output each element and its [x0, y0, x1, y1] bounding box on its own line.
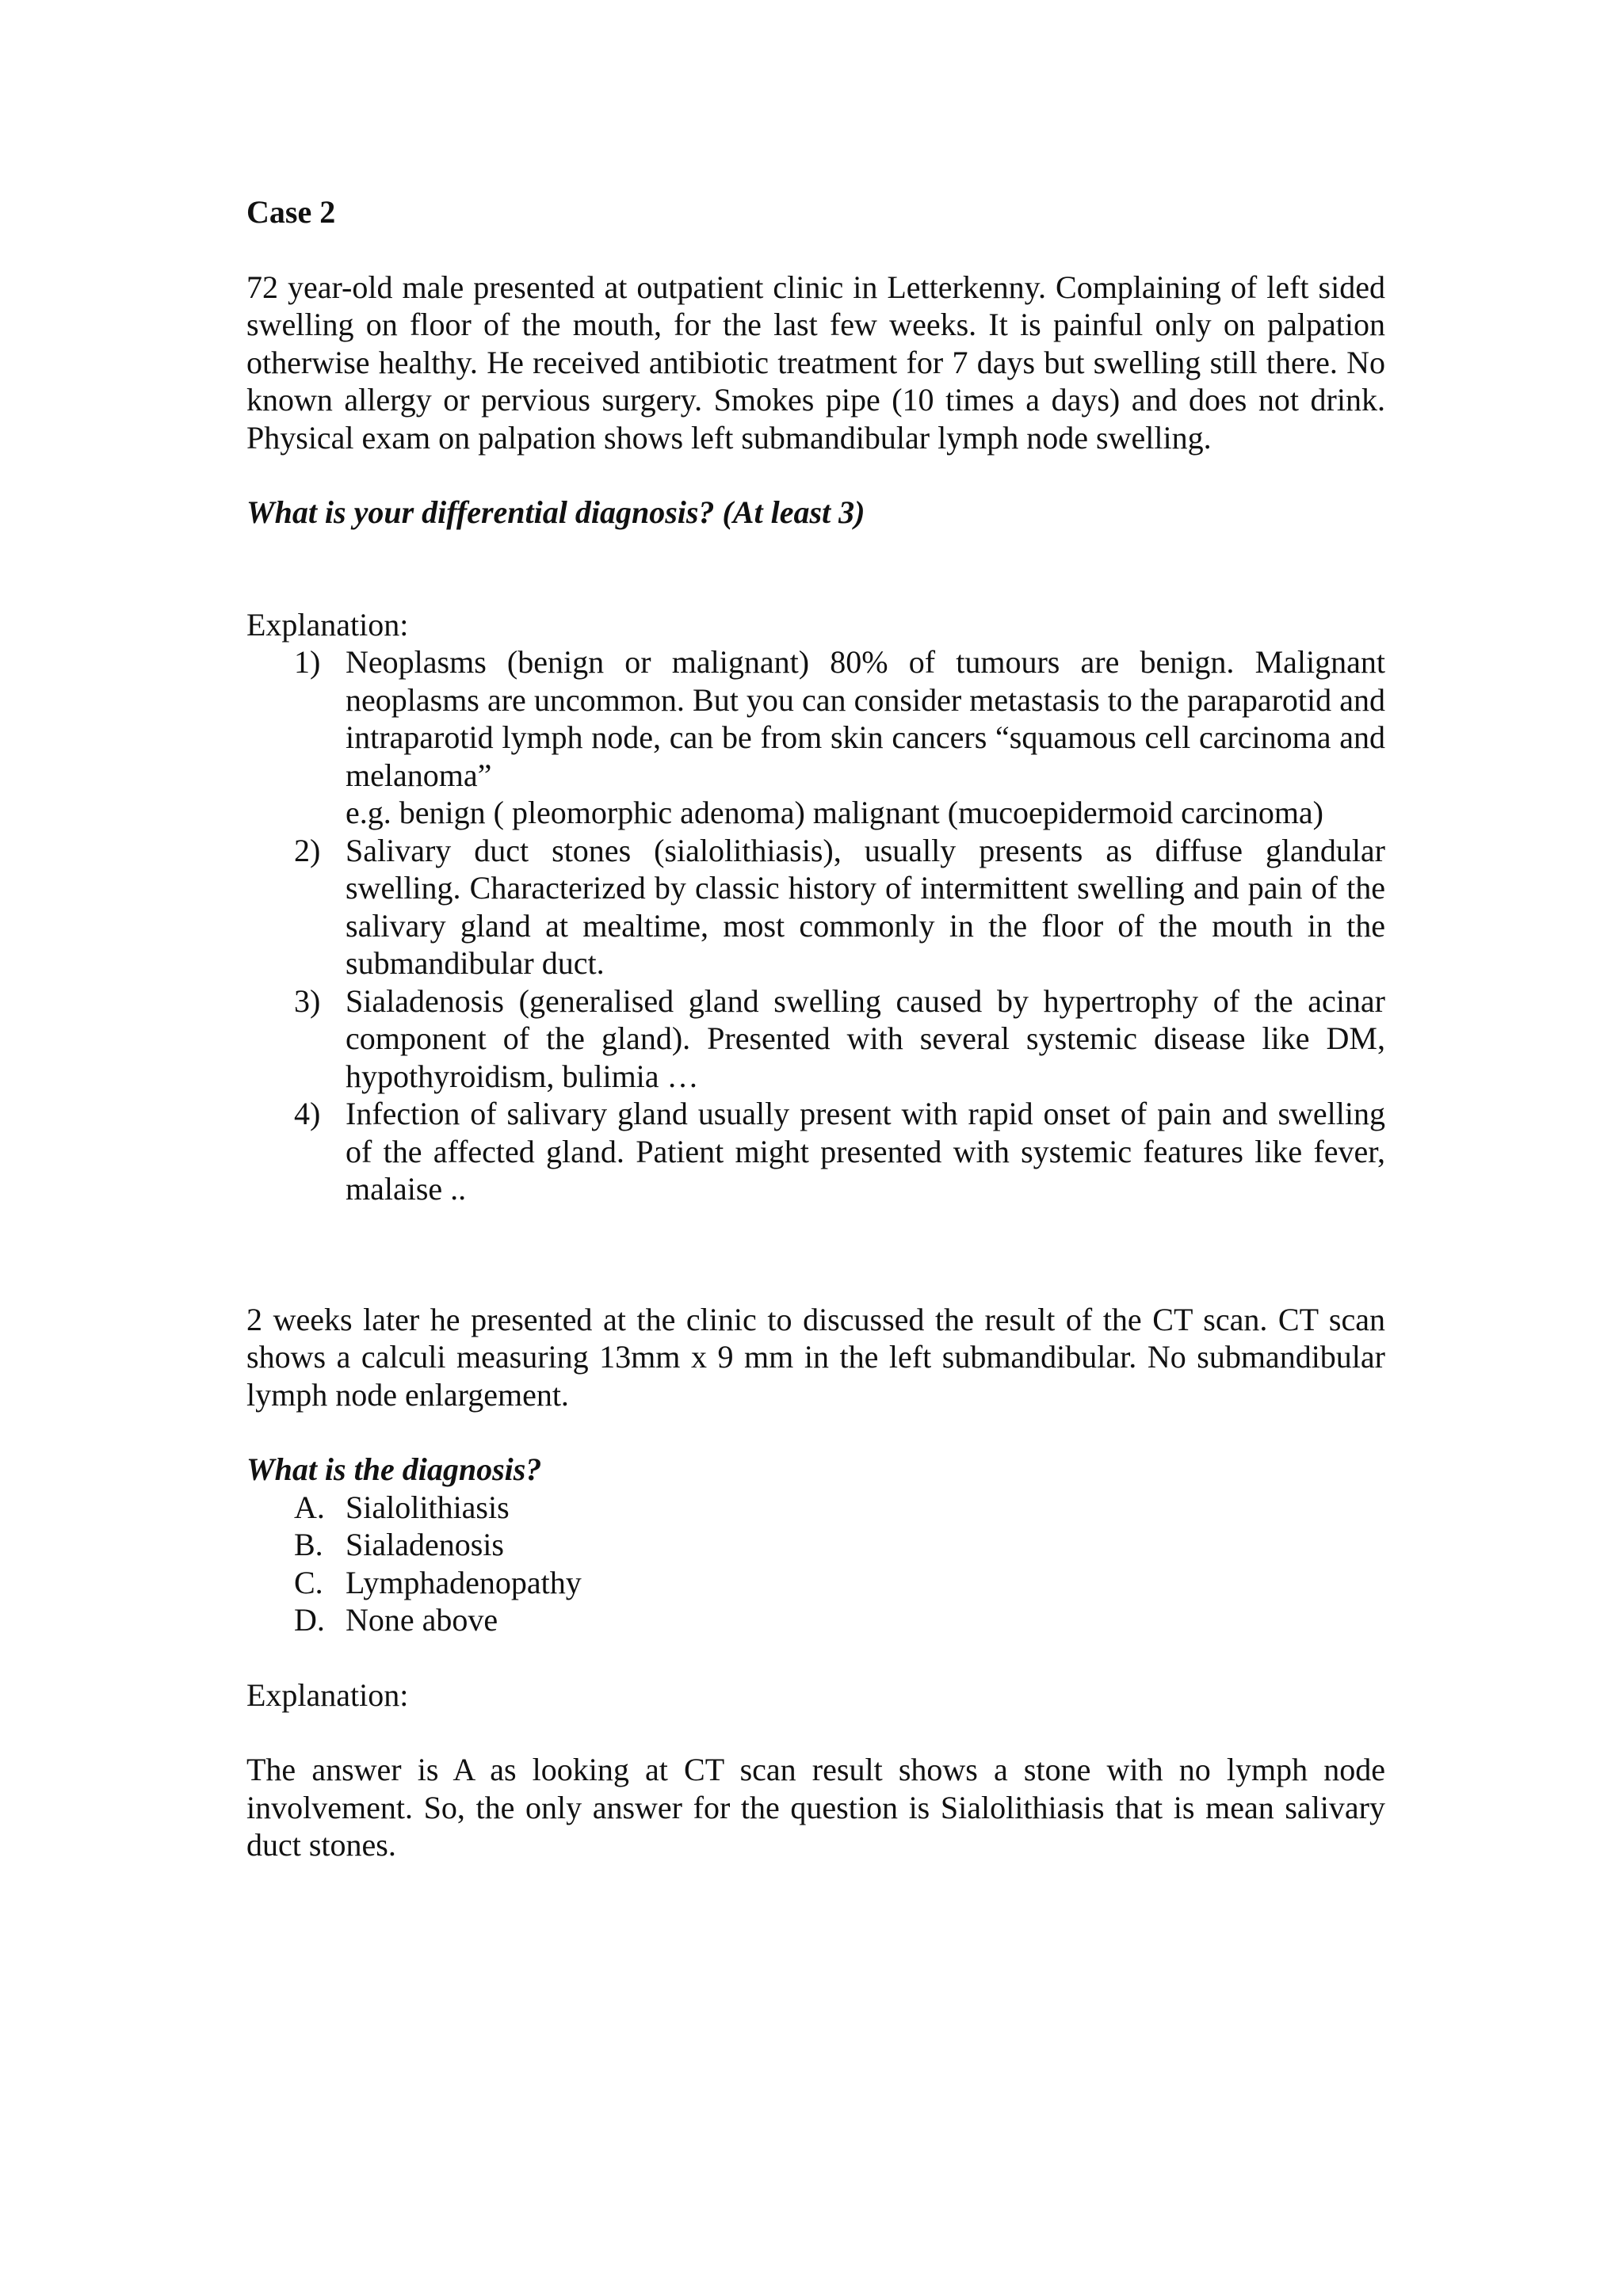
explanation-label-2: Explanation: — [246, 1676, 409, 1713]
option-text: Sialolithiasis — [346, 1489, 510, 1525]
option-item — [246, 1601, 1385, 1639]
option-marker: A. — [294, 1489, 325, 1525]
case-title: Case 2 — [246, 194, 336, 230]
option-item — [246, 1489, 1385, 1527]
case-intro-paragraph: 72 year-old male presented at outpatient clinic in Letterkenny. Complaining of left sided swelling on floor of the mouth, for the last few weeks. It is painful only on palpation otherwise healthy. He received antibiotic treatment for 7 days but swelling still there. No known allergy or pervious surgery. Smokes pipe (10 times a days) and does not drink. Physical exam on palpation shows left submandibular lymph node swelling. — [246, 269, 1385, 456]
list-marker: 4) — [294, 1096, 321, 1131]
document-page — [246, 193, 1385, 1864]
diagnosis-question: What is the diagnosis? — [246, 1451, 542, 1487]
followup-paragraph: 2 weeks later he presented at the clinic to discussed the result of the CT scan. CT scan shows a calculi measuring 13mm x 9 mm in the left submandibular. No submandibular lymph node enlargement. — [246, 1301, 1385, 1413]
differential-text: Neoplasms (benign or malignant) 80% of tumours are benign. Malignant neoplasms are uncommon. But you can consider metastasis to the paraparotid and intraparotid lymph node, can be from skin cancers “squamous cell carcinoma and melanoma” — [346, 644, 1385, 793]
option-text: Lymphadenopathy — [346, 1564, 582, 1600]
explanation-label-1: Explanation: — [246, 606, 409, 643]
differential-list — [246, 643, 1385, 1208]
differential-item — [246, 1095, 1385, 1208]
option-item — [246, 1526, 1385, 1564]
option-marker: C. — [294, 1564, 323, 1600]
differential-text: Salivary duct stones (sialolithiasis), usually presents as diffuse glandular swelling. Characterized by classic history of intermittent swelling and pain of the salivary gland at mealtime, most commonly in the floor of the mouth in the submandibular duct. — [346, 832, 1385, 981]
option-text: Sialadenosis — [346, 1527, 504, 1562]
differential-question: What is your differential diagnosis? (At least 3) — [246, 494, 865, 530]
differential-item — [246, 832, 1385, 982]
list-marker: 1) — [294, 644, 321, 680]
answer-paragraph: The answer is A as looking at CT scan result shows a stone with no lymph node involvement. So, the only answer for the question is Sialolithiasis that is mean salivary duct stones. — [246, 1752, 1385, 1863]
differential-item — [246, 643, 1385, 832]
options-list — [246, 1489, 1385, 1639]
differential-text: Infection of salivary gland usually present with rapid onset of pain and swelling of the affected gland. Patient might presented with systemic features like fever, malaise .. — [346, 1096, 1385, 1207]
list-marker: 3) — [294, 982, 321, 1019]
differential-example: e.g. benign ( pleomorphic adenoma) malignant (mucoepidermoid carcinoma) — [346, 795, 1324, 830]
option-item — [246, 1564, 1385, 1602]
differential-text: Sialadenosis (generalised gland swelling caused by hypertrophy of the acinar component of the gland). Presented with several systemic disease like DM, hypothyroidism, bulimia … — [346, 982, 1385, 1094]
list-marker: 2) — [294, 832, 321, 868]
option-marker: B. — [294, 1527, 323, 1562]
option-text: None above — [346, 1602, 498, 1638]
option-marker: D. — [294, 1602, 325, 1638]
differential-item — [246, 982, 1385, 1096]
